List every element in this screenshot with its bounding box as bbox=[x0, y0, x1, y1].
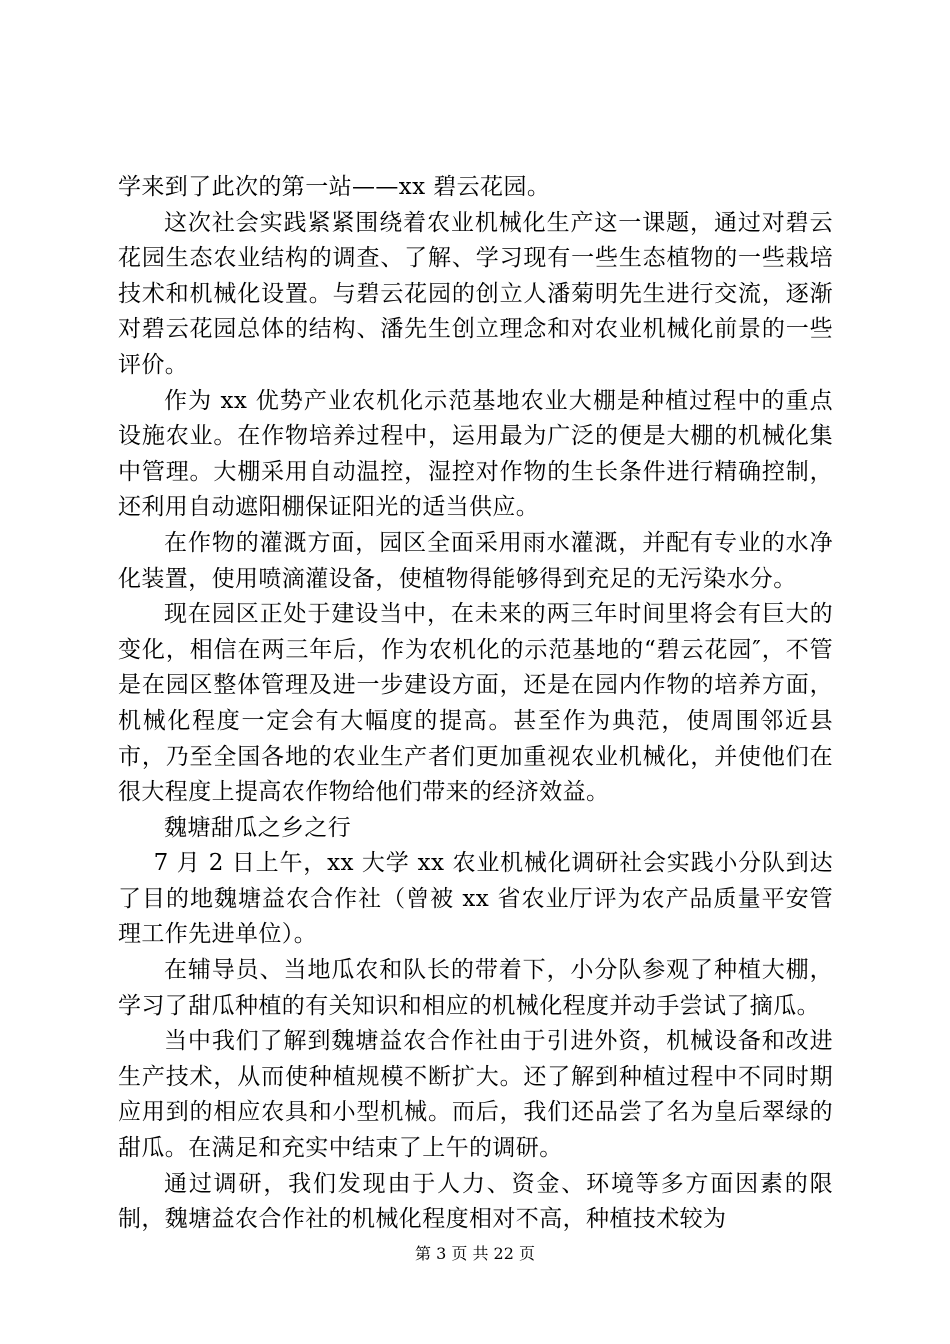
paragraph-greenhouse: 作为 xx 优势产业农机化示范基地农业大棚是种植过程中的重点设施农业。在作物培养过程中，运用最为广泛的便是大棚的机械化集中管理。大棚采用自动温控，湿控对作物的生长条件进行精确控制，还利用自动遮阳棚保证阳光的适当供应。 bbox=[118, 387, 833, 521]
paragraph-visit-date: 7 月 2 日上午，xx 大学 xx 农业机械化调研社会实践小分队到达了目的地魏塘益农合作社（曾被 xx 省农业厅评为农产品质量平安管理工作先进单位）。 bbox=[118, 850, 833, 948]
section-heading: 魏塘甜瓜之乡之行 bbox=[164, 814, 352, 841]
paragraph-conclusion: 通过调研，我们发现由于人力、资金、环境等多方面因素的限制，魏塘益农合作社的机械化程度相对不高，种植技术较为 bbox=[118, 1170, 833, 1233]
paragraph-future: 现在园区正处于建设当中，在未来的两三年时间里将会有巨大的变化，相信在两三年后，作为农机化的示范基地的“碧云花园″，不管是在园区整体管理及进一步建设方面，还是在园内作物的培养方面，机械化程度一定会有大幅度的提高。甚至作为典范，使周围邻近县市，乃至全国各地的农业生产者们更加重视农业机械化，并使他们在很大程度上提高农作物给他们带来的经济效益。 bbox=[118, 601, 833, 806]
document-body bbox=[118, 170, 833, 1238]
paragraph-practice-topic: 这次社会实践紧紧围绕着农业机械化生产这一课题，通过对碧云花园生态农业结构的调查、了解、学习现有一些生态植物的一些栽培技术和机械化设置。与碧云花园的创立人潘菊明先生进行交流，逐渐对碧云花园总体的结构、潘先生创立理念和对农业机械化前景的一些评价。 bbox=[118, 209, 833, 378]
paragraph-tour: 在辅导员、当地瓜农和队长的带着下，小分队参观了种植大棚，学习了甜瓜种植的有关知识和相应的机械化程度并动手尝试了摘瓜。 bbox=[118, 957, 833, 1019]
page-footer: 第 3 页 共 22 页 bbox=[415, 1244, 535, 1263]
paragraph-irrigation: 在作物的灌溉方面，园区全面采用雨水灌溉，并配有专业的水净化装置，使用喷滴灌设备，使植物得能够得到充足的无污染水分。 bbox=[118, 529, 833, 592]
paragraph-findings: 当中我们了解到魏塘益农合作社由于引进外资，机械设备和改进生产技术，从而使种植规模不断扩大。还了解到种植过程中不同时期应用到的相应农具和小型机械。而后，我们还品尝了名为皇后翠绿的甜瓜。在满足和充实中结束了上午的调研。 bbox=[118, 1028, 833, 1162]
paragraph-continuation: 学来到了此次的第一站——xx 碧云花园。 bbox=[118, 174, 551, 200]
